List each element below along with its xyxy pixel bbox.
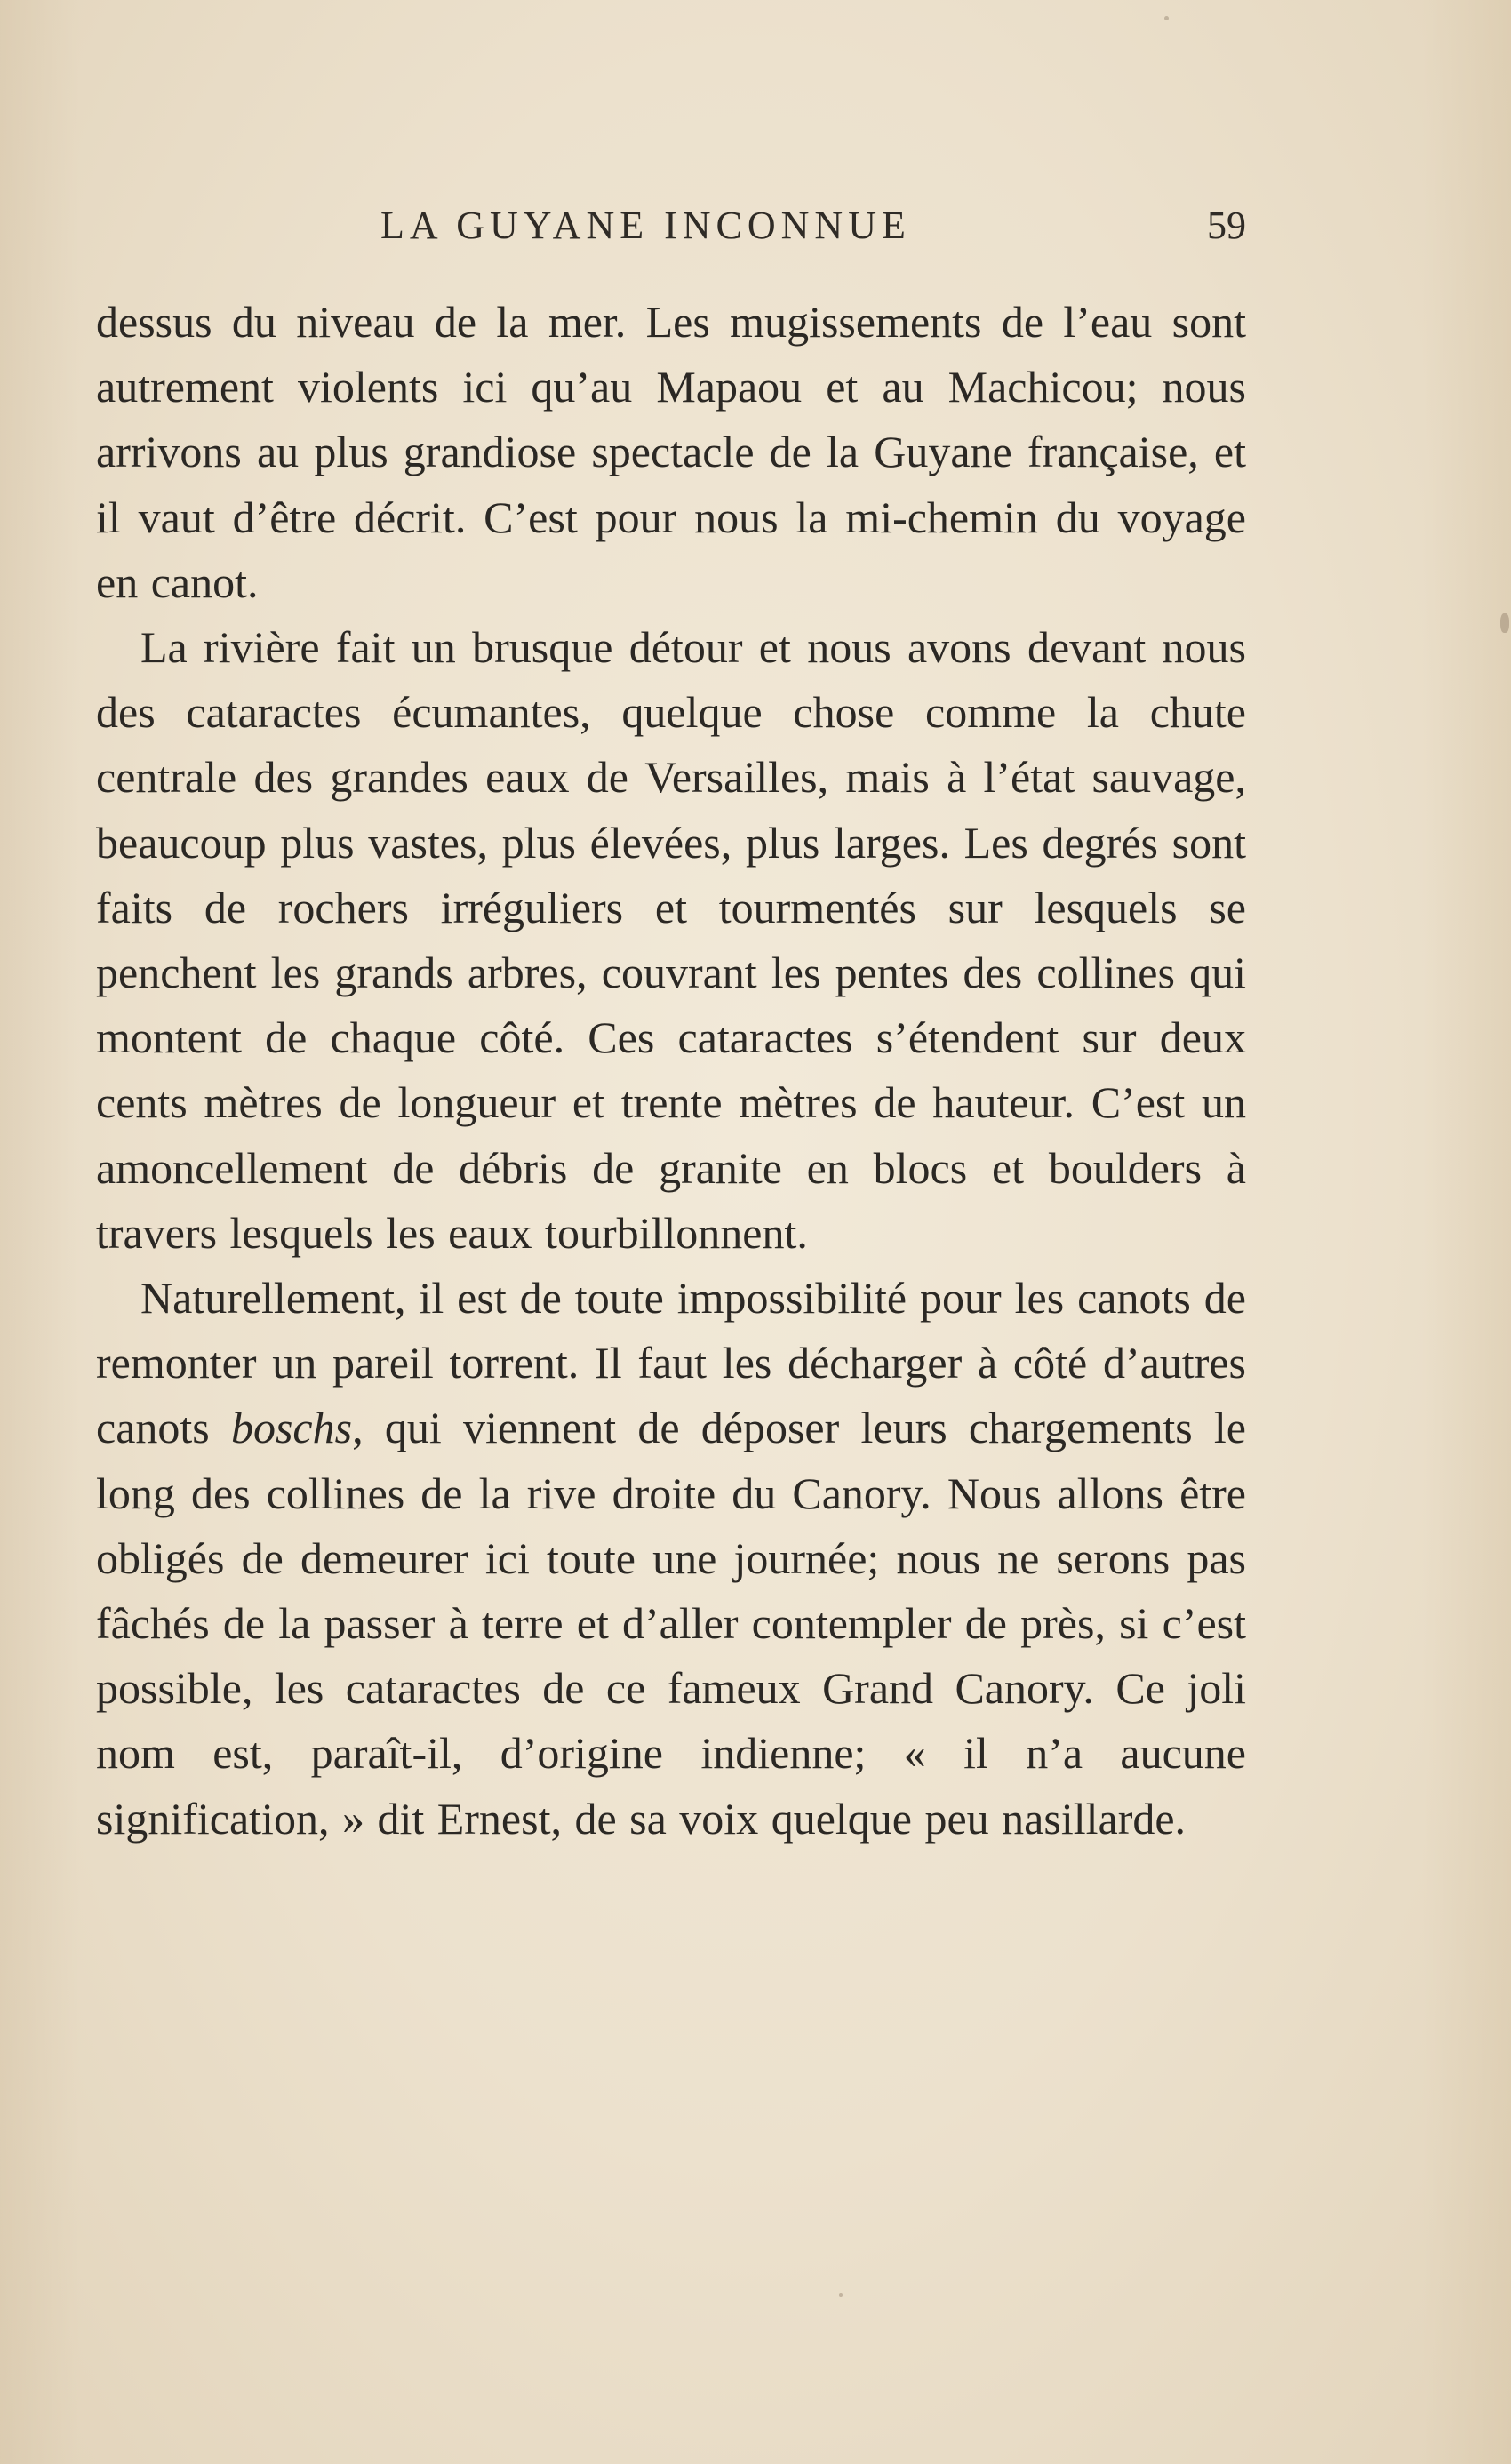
paragraph-3-text-start: Naturellement, il est de toute impossibilité pour les canots de remonter un pareil torrent. Il faut les décharger à côté d’autres canots xyxy=(96,1273,1246,1453)
italic-term-boschs: boschs xyxy=(230,1403,353,1453)
paper-speck xyxy=(839,2293,843,2297)
paper-speck xyxy=(1164,16,1169,20)
paper-speck xyxy=(1500,613,1509,633)
running-title: LA GUYANE INCONNUE xyxy=(380,204,911,247)
page-number: 59 xyxy=(1207,204,1246,247)
paragraph-2: La rivière fait un brusque détour et nous avons devant nous des cataractes écumantes, quelque chose comme la chute centrale des grandes eaux de Versailles, mais à l’état sauvage, beaucoup plus vastes, plus élevées, plus larges. Les degrés sont faits de rochers irréguliers et tourmentés sur lesquels se penchent les grands arbres, couvrant les pentes des collines qui montent de chaque côté. Ces cataractes s’étendent sur deux cents mètres de longueur et trente mètres de hauteur. C’est un amoncellement de débris de granite en blocs et boulders à travers lesquels les eaux tourbillonnent. xyxy=(96,622,1246,1258)
paragraph-3-text-end: , qui viennent de déposer leurs chargements le long des collines de la rive droite du Canory. Nous allons être obligés de demeurer ici toute une journée; nous ne serons pas fâchés de la passer à terre et d’aller contempler de près, si c’est possible, les cataractes de ce fameux Grand Canory. Ce joli nom est, paraît-il, d’origine indienne; « il n’a aucune signification, » dit Ernest, de sa voix quelque peu nasillarde. xyxy=(96,1403,1246,1844)
running-head xyxy=(96,203,1246,256)
body-text xyxy=(96,290,1246,1852)
paragraph-1: dessus du niveau de la mer. Les mugissements de l’eau sont autrement violents ici qu’au Mapaou et au Machicou; nous arrivons au plus grandiose spectacle de la Guyane française, et il vaut d’être décrit. C’est pour nous la mi-chemin du voyage en canot. xyxy=(96,297,1246,607)
paragraph-3 xyxy=(96,1266,1246,1852)
